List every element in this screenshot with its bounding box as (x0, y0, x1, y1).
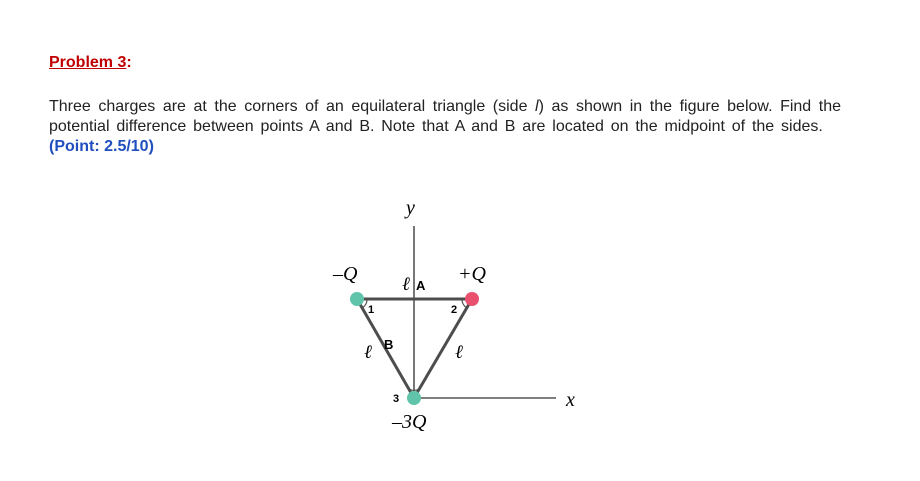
side-right-label: ℓ (455, 342, 463, 363)
corner-3-label: 3 (393, 393, 400, 405)
corner-1-label: 1 (368, 304, 375, 316)
charge-1-dot (350, 292, 364, 306)
statement-part1: Three charges are at the corners of an equilateral triangle (side (49, 98, 536, 115)
statement-part2: ) as shown in the figure below. Find the potential difference between points A and B. Note that A and B are located on the midpoint of the sides. (49, 98, 841, 135)
side-left-label: ℓ (364, 342, 372, 363)
point-a-label: A (416, 278, 426, 293)
charge-3-dot (407, 391, 421, 405)
side-top-label: ℓ (402, 274, 410, 295)
charge-2-label: +Q (458, 263, 486, 285)
x-axis-label: x (566, 389, 575, 411)
y-axis-label: y (406, 197, 415, 219)
triangle-side-right (414, 299, 472, 398)
point-b-label: B (384, 337, 394, 352)
charge-3-label: –3Q (392, 411, 427, 433)
side-symbol: l (535, 98, 539, 115)
problem-heading-label: Problem 3 (49, 54, 127, 71)
charge-1-label: –Q (333, 263, 358, 285)
points-value: (Point: 2.5/10) (49, 138, 154, 155)
corner-2-label: 2 (451, 304, 458, 316)
problem-heading-colon: : (126, 54, 132, 71)
charge-2-dot (465, 292, 479, 306)
